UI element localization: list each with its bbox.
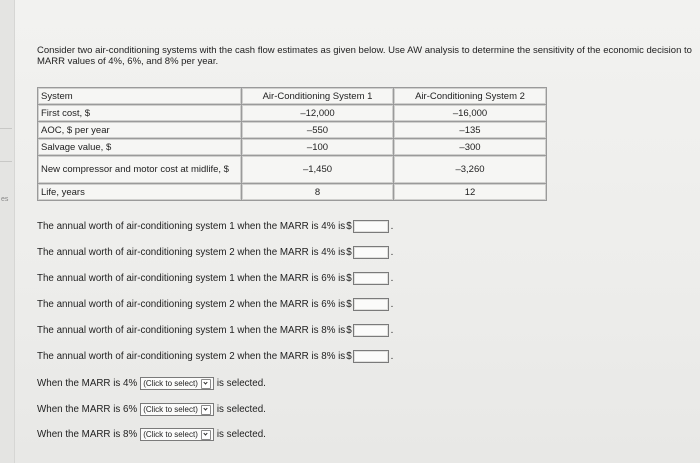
system-select-6pct[interactable] — [140, 403, 214, 416]
row-label: Life, years — [38, 184, 242, 201]
selection-row — [37, 377, 266, 390]
aw-input-system1-6pct[interactable] — [353, 272, 389, 285]
selection-suffix: is selected. — [216, 429, 266, 440]
system-select-4pct[interactable] — [140, 377, 214, 390]
answer-prompt: The annual worth of air-conditioning system 2 when the MARR is 4% is — [37, 247, 346, 258]
table-header-row — [38, 88, 547, 105]
answer-prompt: The annual worth of air-conditioning system 1 when the MARR is 8% is — [37, 325, 346, 336]
table-row — [38, 139, 547, 156]
cell-value: –1,450 — [242, 156, 394, 184]
aw-input-system2-6pct[interactable] — [353, 298, 389, 311]
answer-row: The annual worth of air-conditioning system 2 when the MARR is 6% is $ . — [37, 299, 394, 310]
chevron-down-icon — [201, 379, 211, 389]
answer-row: The annual worth of air-conditioning system 2 when the MARR is 8% is $ . — [37, 351, 394, 362]
cash-flow-table — [37, 87, 547, 201]
row-label: First cost, $ — [38, 105, 242, 122]
header-system: System — [38, 88, 242, 105]
cell-value: 12 — [394, 184, 547, 201]
aw-input-system2-4pct[interactable] — [353, 246, 389, 259]
left-panel-edge — [0, 0, 15, 463]
cell-value: –12,000 — [242, 105, 394, 122]
answer-row: The annual worth of air-conditioning system 2 when the MARR is 4% is $ . — [37, 247, 394, 258]
aw-input-system1-8pct[interactable] — [353, 324, 389, 337]
chevron-down-icon — [201, 430, 211, 440]
currency-symbol: $ — [346, 351, 352, 362]
row-label: Salvage value, $ — [38, 139, 242, 156]
currency-symbol: $ — [346, 221, 352, 232]
answer-prompt: The annual worth of air-conditioning system 1 when the MARR is 6% is — [37, 273, 346, 284]
row-label: AOC, $ per year — [38, 122, 242, 139]
answer-prompt: The annual worth of air-conditioning system 2 when the MARR is 6% is — [37, 299, 346, 310]
currency-symbol: $ — [346, 325, 352, 336]
selection-row — [37, 403, 266, 416]
cell-value: –100 — [242, 139, 394, 156]
currency-symbol: $ — [346, 299, 352, 310]
answer-prompt: The annual worth of air-conditioning system 1 when the MARR is 4% is — [37, 221, 346, 232]
answer-prompt: The annual worth of air-conditioning system 2 when the MARR is 8% is — [37, 351, 346, 362]
selection-prefix: When the MARR is 4% — [37, 378, 138, 389]
cell-value: –135 — [394, 122, 547, 139]
currency-symbol: $ — [346, 247, 352, 258]
table-row — [38, 105, 547, 122]
select-label: (Click to select) — [143, 405, 198, 414]
header-system-1: Air-Conditioning System 1 — [242, 88, 394, 105]
table-row — [38, 156, 547, 184]
answer-row: The annual worth of air-conditioning system 1 when the MARR is 4% is $ . — [37, 221, 394, 232]
edge-label: es — [1, 196, 9, 203]
chevron-down-icon — [201, 405, 211, 415]
row-label: New compressor and motor cost at midlife, $ — [38, 156, 242, 184]
selection-suffix: is selected. — [216, 404, 266, 415]
cell-value: –300 — [394, 139, 547, 156]
system-select-8pct[interactable] — [140, 428, 214, 441]
cell-value: –3,260 — [394, 156, 547, 184]
selection-prefix: When the MARR is 6% — [37, 404, 138, 415]
edge-divider — [0, 128, 12, 162]
selection-row — [37, 428, 266, 441]
select-label: (Click to select) — [143, 430, 198, 439]
table-row — [38, 122, 547, 139]
cell-value: –16,000 — [394, 105, 547, 122]
answer-row: The annual worth of air-conditioning system 1 when the MARR is 6% is $ . — [37, 273, 394, 284]
table-row — [38, 184, 547, 201]
cell-value: –550 — [242, 122, 394, 139]
cell-value: 8 — [242, 184, 394, 201]
header-system-2: Air-Conditioning System 2 — [394, 88, 547, 105]
question-text: Consider two air-conditioning systems with the cash flow estimates as given below. Use AW analysis to determine the sensitivity of the economic decision to MARR values of 4%, 6%, and 8% per year. — [37, 45, 692, 67]
answer-row: The annual worth of air-conditioning system 1 when the MARR is 8% is $ . — [37, 325, 394, 336]
aw-input-system2-8pct[interactable] — [353, 350, 389, 363]
aw-input-system1-4pct[interactable] — [353, 220, 389, 233]
currency-symbol: $ — [346, 273, 352, 284]
select-label: (Click to select) — [143, 379, 198, 388]
selection-suffix: is selected. — [216, 378, 266, 389]
selection-prefix: When the MARR is 8% — [37, 429, 138, 440]
